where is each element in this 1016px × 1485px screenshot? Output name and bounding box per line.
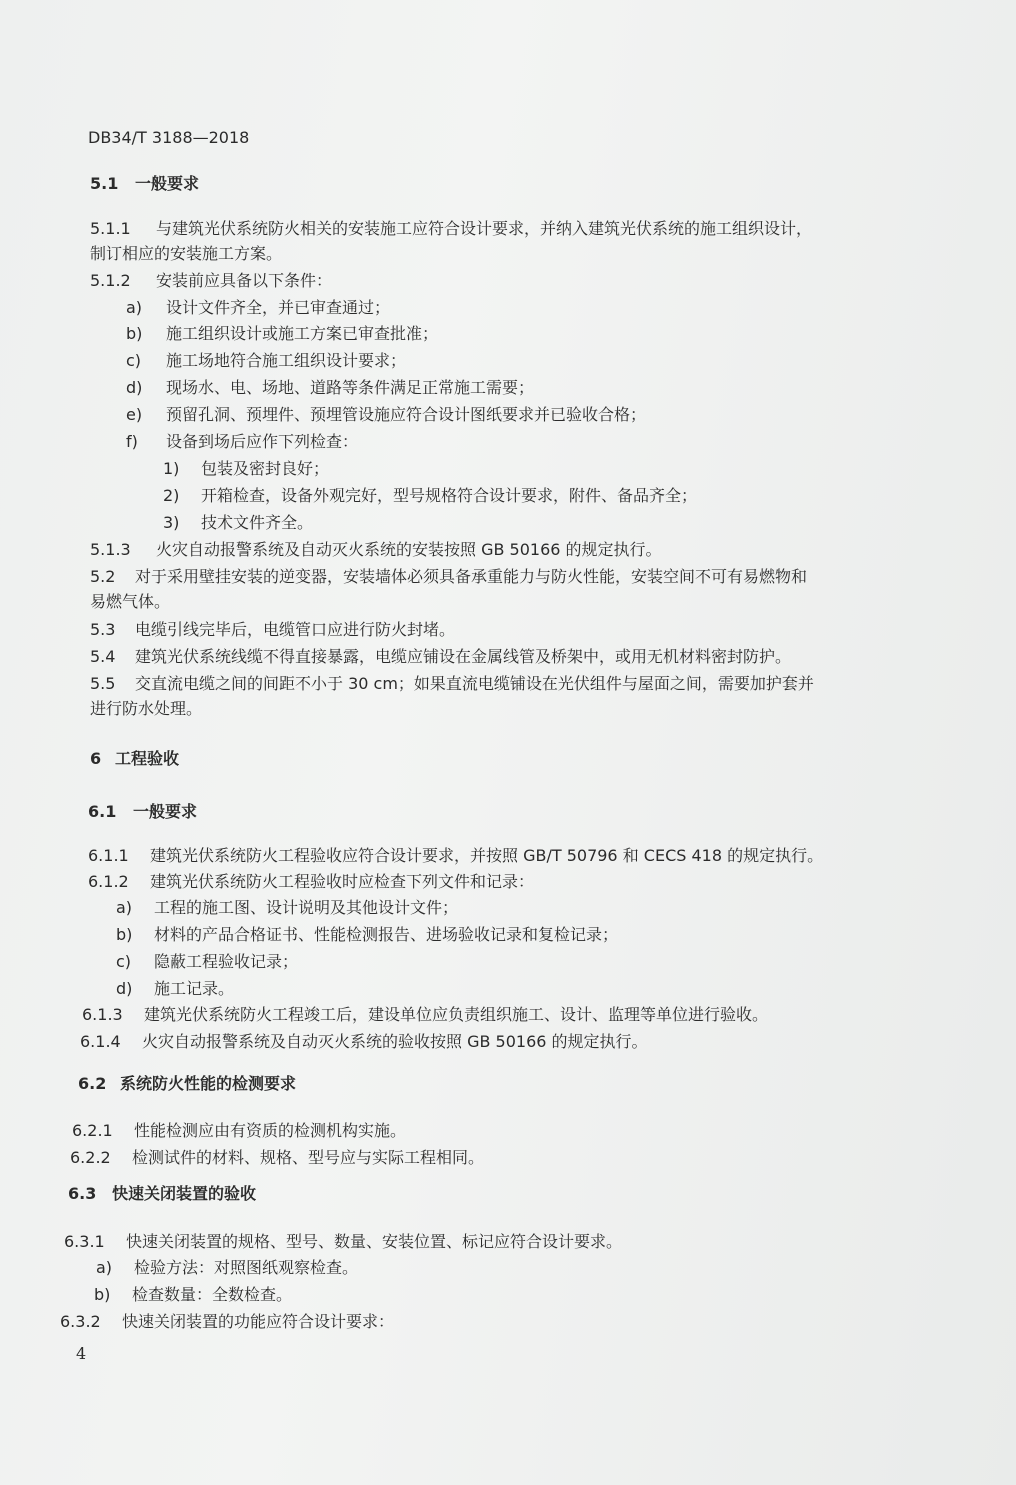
list-item: [116, 952, 298, 972]
clause-continuation: 易燃气体。: [90, 592, 171, 611]
list-marker: 3): [163, 513, 180, 532]
chapter-heading: [90, 749, 179, 769]
clause-text: 检测试件的材料、规格、型号应与实际工程相同。: [132, 1148, 485, 1167]
list-text: 工程的施工图、设计说明及其他设计文件；: [154, 898, 459, 917]
clause-6-1-3: [82, 1005, 768, 1025]
clause-5-4: [90, 647, 791, 667]
list-item: [126, 378, 534, 398]
list-text: 隐蔽工程验收记录；: [154, 952, 299, 971]
clause-number: 5.1.1: [90, 219, 131, 238]
clause-6-1-1: [88, 846, 823, 866]
list-marker: 1): [163, 459, 180, 478]
clause-number: 6.1.3: [82, 1005, 123, 1024]
list-item: [116, 925, 618, 945]
section-heading: [78, 1074, 296, 1094]
clause-text: 建筑光伏系统线缆不得直接暴露，电缆应铺设在金属线管及桥架中，或用无机材料密封防护。: [135, 647, 792, 666]
section-number: 6.3: [68, 1184, 97, 1203]
list-text: 施工场地符合施工组织设计要求；: [166, 351, 407, 370]
clause-6-3-1: [64, 1232, 622, 1252]
section-title: 一般要求: [135, 174, 200, 193]
clause-number: 6.3.2: [60, 1312, 101, 1331]
clause-text: 火灾自动报警系统及自动灭火系统的安装按照 GB 50166 的规定执行。: [156, 540, 662, 559]
list-marker: b): [94, 1285, 111, 1304]
list-text: 施工记录。: [154, 979, 235, 998]
clause-number: 5.1.3: [90, 540, 131, 559]
clause-text: 交直流电缆之间的间距不小于 30 cm；如果直流电缆铺设在光伏组件与屋面之间，需要加护套并: [135, 674, 814, 693]
clause-5-1-1: [90, 219, 812, 239]
doc-code-header: DB34/T 3188—2018: [88, 128, 250, 147]
clause-number: 6.1.1: [88, 846, 129, 865]
section-heading: [68, 1184, 256, 1204]
list-item: [126, 405, 646, 425]
clause-text: 安装前应具备以下条件：: [156, 271, 333, 290]
list-text: 现场水、电、场地、道路等条件满足正常施工需要；: [166, 378, 535, 397]
section-title: 一般要求: [133, 802, 198, 821]
section-number: 5.1: [90, 174, 119, 193]
list-item: [126, 298, 390, 318]
section-heading: [90, 174, 199, 194]
clause-text: 快速关闭装置的功能应符合设计要求：: [122, 1312, 395, 1331]
list-item: [96, 1258, 358, 1278]
list-marker: 2): [163, 486, 180, 505]
clause-number: 6.1.4: [80, 1032, 121, 1051]
list-text: 技术文件齐全。: [201, 513, 314, 532]
list-text: 包装及密封良好；: [201, 459, 330, 478]
section-number: 6.2: [78, 1074, 107, 1093]
clause-text: 与建筑光伏系统防火相关的安装施工应符合设计要求，并纳入建筑光伏系统的施工组织设计，: [156, 219, 813, 238]
sub-list-item: [163, 486, 697, 506]
clause-6-1-2: [88, 872, 534, 892]
list-text: 检验方法：对照图纸观察检查。: [134, 1258, 359, 1277]
section-heading: [88, 802, 197, 822]
chapter-title: 工程验收: [115, 749, 180, 768]
clause-text: 快速关闭装置的规格、型号、数量、安装位置、标记应符合设计要求。: [126, 1232, 623, 1251]
clause-continuation: 制订相应的安装施工方案。: [90, 244, 283, 263]
list-marker: e): [126, 405, 143, 424]
clause-6-2-1: [72, 1121, 406, 1141]
clause-number: 6.2.1: [72, 1121, 113, 1140]
clause-text: 建筑光伏系统防火工程验收应符合设计要求，并按照 GB/T 50796 和 CECS 418 的规定执行。: [150, 846, 824, 865]
clause-number: 5.4: [90, 647, 116, 666]
clause-6-1-4: [80, 1032, 648, 1052]
clause-number: 5.1.2: [90, 271, 131, 290]
chapter-number: 6: [90, 749, 102, 768]
clause-6-2-2: [70, 1148, 484, 1168]
list-marker: c): [126, 351, 142, 370]
list-item: [126, 324, 438, 344]
list-item: [116, 979, 234, 999]
list-text: 设计文件齐全，并已审查通过；: [166, 298, 391, 317]
list-marker: d): [116, 979, 133, 998]
sub-list-item: [163, 459, 329, 479]
clause-number: 5.5: [90, 674, 116, 693]
list-text: 开箱检查，设备外观完好，型号规格符合设计要求，附件、备品齐全；: [201, 486, 698, 505]
clause-5-3: [90, 620, 455, 640]
list-text: 施工组织设计或施工方案已审查批准；: [166, 324, 439, 343]
clause-text: 建筑光伏系统防火工程竣工后，建设单位应负责组织施工、设计、监理等单位进行验收。: [144, 1005, 769, 1024]
list-item: [126, 432, 358, 452]
clause-5-5: [90, 674, 814, 694]
clause-number: 5.2: [90, 567, 116, 586]
list-marker: a): [96, 1258, 113, 1277]
section-title: 快速关闭装置的验收: [112, 1184, 257, 1203]
clause-5-2: [90, 567, 807, 587]
list-text: 设备到场后应作下列检查：: [166, 432, 359, 451]
list-marker: b): [116, 925, 133, 944]
clause-5-1-3: [90, 540, 662, 560]
clause-number: 5.3: [90, 620, 116, 639]
clause-number: 6.1.2: [88, 872, 129, 891]
clause-text: 电缆引线完毕后，电缆管口应进行防火封堵。: [135, 620, 456, 639]
clause-number: 6.2.2: [70, 1148, 111, 1167]
page-number: 4: [76, 1344, 87, 1363]
clause-continuation: 进行防水处理。: [90, 699, 203, 718]
clause-text: 火灾自动报警系统及自动灭火系统的验收按照 GB 50166 的规定执行。: [142, 1032, 648, 1051]
clause-6-3-2: [60, 1312, 394, 1332]
list-text: 预留孔洞、预埋件、预埋管设施应符合设计图纸要求并已验收合格；: [166, 405, 647, 424]
list-text: 检查数量：全数检查。: [132, 1285, 293, 1304]
clause-text: 建筑光伏系统防火工程验收时应检查下列文件和记录：: [150, 872, 535, 891]
list-item: [126, 351, 406, 371]
list-item: [116, 898, 458, 918]
list-marker: b): [126, 324, 143, 343]
clause-number: 6.3.1: [64, 1232, 105, 1251]
clause-text: 对于采用壁挂安装的逆变器，安装墙体必须具备承重能力与防火性能，安装空间不可有易燃物和: [135, 567, 808, 586]
list-marker: a): [126, 298, 143, 317]
section-number: 6.1: [88, 802, 117, 821]
list-marker: a): [116, 898, 133, 917]
list-item: [94, 1285, 292, 1305]
list-marker: f): [126, 432, 138, 451]
sub-list-item: [163, 513, 313, 533]
list-marker: c): [116, 952, 132, 971]
list-text: 材料的产品合格证书、性能检测报告、进场验收记录和复检记录；: [154, 925, 619, 944]
clause-text: 性能检测应由有资质的检测机构实施。: [134, 1121, 407, 1140]
section-title: 系统防火性能的检测要求: [120, 1074, 297, 1093]
list-marker: d): [126, 378, 143, 397]
clause-5-1-2: [90, 271, 332, 291]
